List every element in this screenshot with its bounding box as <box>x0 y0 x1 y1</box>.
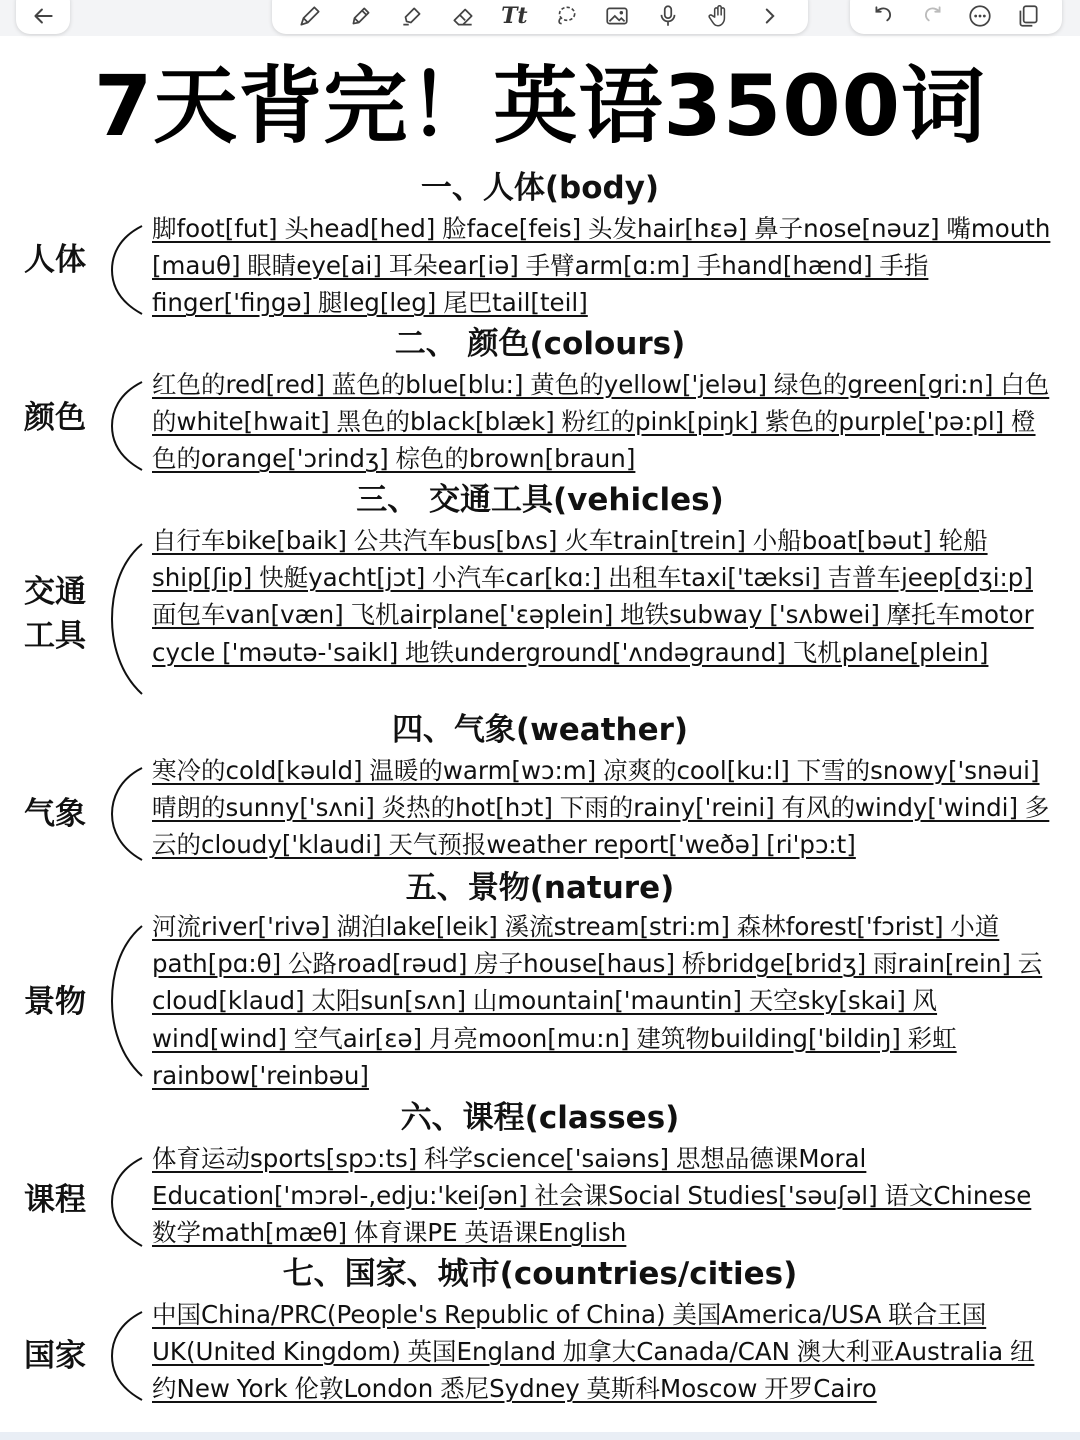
section-heading-classes: 六、课程(classes) <box>400 1100 680 1136</box>
section-label-colours: 颜色 <box>24 400 86 436</box>
section-label-weather: 气象 <box>24 796 86 832</box>
brace-weather <box>104 764 148 864</box>
undo-icon[interactable] <box>869 1 899 31</box>
back-arrow-icon[interactable] <box>28 1 58 31</box>
toolbar <box>0 0 1080 36</box>
vocab-text-classes: 体育运动sports[spɔ:ts] 科学science['saiəns] 思想品德课Moral Education['mɔrəl-,edju:'keiʃən] 社会课Social Studies['səuʃəl] 语文Chinese 数学math[mæθ] 体育课PE 英语课English <box>152 1144 1032 1248</box>
history-controls <box>850 0 1062 34</box>
highlighter-icon[interactable] <box>397 1 427 31</box>
lasso-icon[interactable] <box>551 1 581 31</box>
brace-countries <box>104 1308 148 1404</box>
hand-icon[interactable] <box>704 1 734 31</box>
chevron-right-icon[interactable] <box>755 1 785 31</box>
section-label-countries: 国家 <box>24 1338 86 1374</box>
section-label-vehicles: 交通工具 <box>24 574 86 654</box>
page-title: 7天背完！英语3500词 <box>93 57 987 155</box>
eraser-icon[interactable] <box>448 1 478 31</box>
marker-icon[interactable] <box>346 1 376 31</box>
image-icon[interactable] <box>602 1 632 31</box>
back-button[interactable] <box>16 0 70 34</box>
vocab-text-colours: 红色的red[red] 蓝色的blue[blu:] 黄色的yellow['jeləu] 绿色的green[gri:n] 白色的white[hwait] 黑色的black[blæk] 粉红的pink[piŋk] 紫色的purple['pə:pl] 橙色的orange['ɔrindʒ] 棕色的brown[braun] <box>152 370 1050 474</box>
brace-classes <box>104 1154 148 1250</box>
section-label-nature: 景物 <box>24 984 86 1020</box>
vocab-text-body: 脚foot[fut] 头head[hed] 脸face[feis] 头发hair[hɛə] 鼻子nose[nəuz] 嘴mouth [mauθ] 眼睛eye[ai] 耳朵ear[iə] 手臂arm[ɑ:m] 手hand[hænd] 手指finger['fiŋgə] 腿leg[leg] 尾巴tail[teil] <box>152 214 1051 318</box>
section-heading-vehicles: 三、 交通工具(vehicles) <box>356 482 724 518</box>
brace-vehicles <box>104 540 148 698</box>
section-heading-weather: 四、气象(weather) <box>391 712 689 748</box>
bottom-divider <box>0 1432 1080 1440</box>
text-icon[interactable]: Tt <box>501 3 528 29</box>
vocab-text-countries: 中国China/PRC(People's Republic of China) 美国America/USA 联合王国UK(United Kingdom) 英国England 加拿大Canada/CAN 澳大利亚Australia 纽约New York 伦敦London 悉尼Sydney 莫斯科Moscow 开罗Cairo <box>152 1300 1035 1404</box>
section-heading-colours: 二、 颜色(colours) <box>394 326 686 362</box>
vocab-text-vehicles: 自行车bike[baik] 公共汽车bus[bʌs] 火车train[trein] 小船boat[bəut] 轮船ship[ʃip] 快艇yacht[jɔt] 小汽车car[kɑ:] 出租车taxi['tæksi] 吉普车jeep[dʒi:p] 面包车van[væn] 飞机airplane['ɛəplein] 地铁subway ['sʌbwei] 摩托车motor cycle ['məutə-'saikl] 地铁underground['ʌndəgraund] 飞机plane[plein] <box>152 526 1034 667</box>
brace-colours <box>104 378 148 474</box>
section-heading-nature: 五、景物(nature) <box>405 870 675 906</box>
section-label-classes: 课程 <box>24 1182 86 1218</box>
brace-body <box>104 222 148 318</box>
brace-nature <box>104 922 148 1080</box>
more-icon[interactable] <box>965 1 995 31</box>
microphone-icon[interactable] <box>653 1 683 31</box>
vocab-text-nature: 河流river['rivə] 湖泊lake[leik] 溪流stream[stri:m] 森林forest['fɔrist] 小道path[pɑ:θ] 公路road[rəud] 房子house[haus] 桥bridge[bridʒ] 雨rain[rein] 云cloud[klaud] 太阳sun[sʌn] 山mountain['mauntin] 天空sky[skai] 风wind[wind] 空气air[ɛə] 月亮moon[mu:n] 建筑物building['bildiŋ] 彩虹rainbow['reinbəu] <box>152 912 1043 1090</box>
pen-icon[interactable] <box>295 1 325 31</box>
redo-icon[interactable] <box>917 1 947 31</box>
vocab-text-weather: 寒冷的cold[kəuld] 温暖的warm[wɔ:m] 凉爽的cool[ku:l] 下雪的snowy['snəui] 晴朗的sunny['sʌni] 炎热的hot[hɔt] 下雨的rainy['reini] 有风的windy['windi] 多云的cloudy['klaudi] 天气预报weather report['weðə] [ri'pɔ:t] <box>152 756 1050 860</box>
drawing-tools <box>272 0 808 34</box>
section-heading-countries: 七、国家、城市(countries/cities) <box>282 1256 798 1292</box>
pages-icon[interactable] <box>1013 1 1043 31</box>
section-heading-body: 一、人体(body) <box>420 170 660 206</box>
section-label-body: 人体 <box>24 242 86 278</box>
